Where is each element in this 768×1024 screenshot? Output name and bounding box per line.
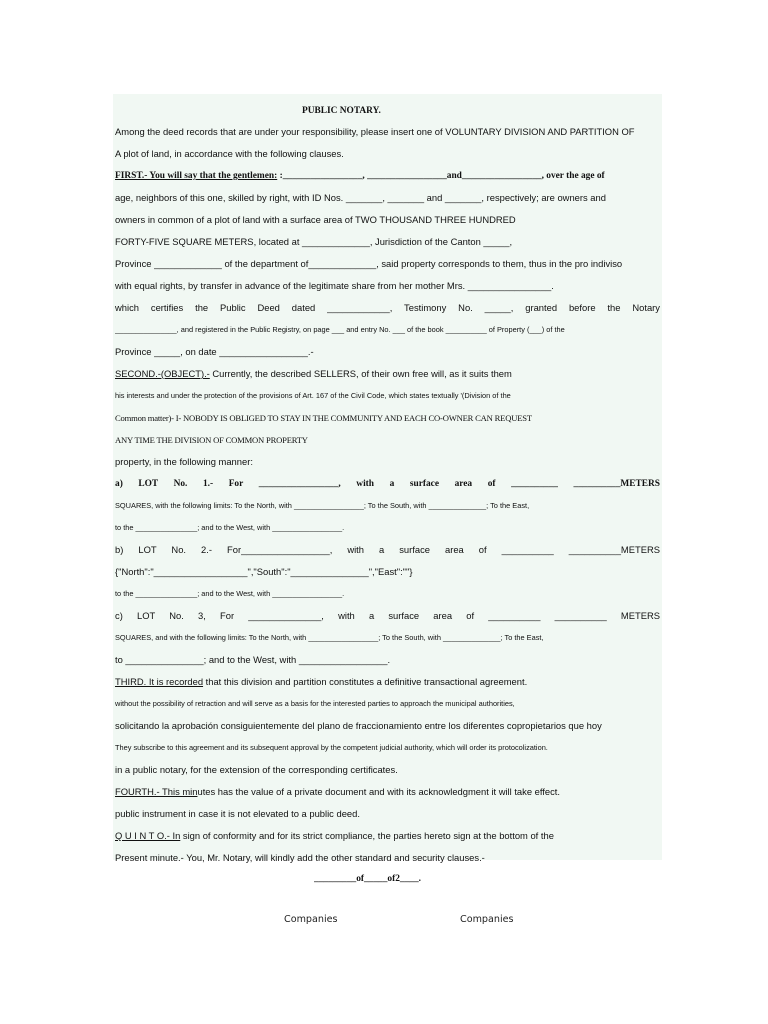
paragraph-line: to _______________; and to the West, with _________________.	[115, 654, 391, 665]
clause-second-text: Currently, the described SELLERS, of their own free will, as it suits them	[209, 368, 512, 379]
clause-fourth-line	[115, 786, 660, 798]
paragraph-line: his interests and under the protection of the provisions of Art. 167 of the Civil Code, which states textually '(Division of the	[115, 391, 511, 400]
paragraph-line: Present minute.- You, Mr. Notary, will kindly add the other standard and security clauses.-	[115, 852, 485, 863]
clause-first-text: :_________________, _________________and_________________, over the age of	[277, 171, 605, 181]
paragraph-line: without the possibility of retraction and will serve as a basis for the interested parties to approach the municipal authorities,	[115, 699, 515, 708]
paragraph-line: which certifies the Public Deed dated ____________, Testimony No. _____, granted before the Notary	[115, 302, 660, 313]
clause-second-line	[115, 368, 660, 380]
clause-fifth-heading: Q U I N T O.- In	[115, 830, 181, 841]
paragraph-line: Province _____, on date _________________.-	[115, 346, 314, 357]
paragraph-line: Common matter)- I- NOBODY IS OBLIGED TO STAY IN THE COMMUNITY AND EACH CO-OWNER CAN REQUEST	[115, 413, 532, 423]
paragraph-line: ANY TIME THE DIVISION OF COMMON PROPERTY	[115, 435, 308, 445]
clause-third-line	[115, 676, 660, 688]
paragraph-line: solicitando la aprobación consiguientemente del plano de fraccionamiento entre los diferentes copropietarios que hoy	[115, 720, 602, 731]
paragraph-line: A plot of land, in accordance with the following clauses.	[115, 148, 344, 159]
page-counter: _________of_____of2____.	[314, 874, 422, 884]
clause-fifth-line	[115, 830, 660, 842]
clause-first-line	[115, 170, 660, 182]
paragraph-line: property, in the following manner:	[115, 456, 253, 467]
paragraph-line: Among the deed records that are under your responsibility, please insert one of VOLUNTARY DIVISION AND PARTITION OF	[115, 126, 635, 137]
signature-right-label: Companies	[460, 914, 514, 925]
clause-fourth-text: utes has the value of a private document and with its acknowledgment it will take effect.	[197, 786, 561, 797]
lot-2-limits: {"North":"__________________","South":"_______________","East":""}	[115, 566, 413, 577]
document-title: PUBLIC NOTARY.	[302, 106, 381, 116]
paragraph-line: SQUARES, and with the following limits: To the North, with _________________; To the South, with ______________; To the East,	[115, 633, 544, 642]
clause-third-heading: THIRD. It is recorded	[115, 676, 204, 687]
paragraph-line: owners in common of a plot of land with a surface area of TWO THOUSAND THREE HUNDRED	[115, 214, 516, 225]
paragraph-line: public instrument in case it is not elevated to a public deed.	[115, 808, 360, 819]
clause-fifth-text: sign of conformity and for its strict compliance, the parties hereto sign at the bottom of the	[180, 830, 554, 841]
paragraph-line: with equal rights, by transfer in advance of the legitimate share from her mother Mrs. ________________.	[115, 280, 554, 291]
paragraph-line: Province _____________ of the department of_____________, said property corresponds to them, thus in the pro indiviso	[115, 258, 623, 269]
clause-first-heading: FIRST.- You will say that the gentlemen:	[115, 171, 278, 181]
paragraph-line: _______________, and registered in the Public Registry, on page ___ and entry No. ___ of the book __________ of Property (___) of the	[115, 325, 565, 334]
clause-fourth-heading: FOURTH.- This min	[115, 786, 198, 797]
lot-3-line: c) LOT No. 3, For ______________, with a surface area of __________ __________ METERS	[115, 610, 660, 621]
paragraph-line: SQUARES, with the following limits: To the North, with _________________; To the South, with ______________; To the East,	[115, 501, 530, 510]
paragraph-line: They subscribe to this agreement and its subsequent approval by the competent judicial authority, which will order its protocolization.	[115, 743, 548, 752]
lot-2-line: b) LOT No. 2.- For_________________, with a surface area of __________ __________METERS	[115, 544, 660, 555]
clause-third-text: that this division and partition constitutes a definitive transactional agreement.	[203, 676, 528, 687]
paragraph-line: FORTY-FIVE SQUARE METERS, located at _____________, Jurisdiction of the Canton _____,	[115, 236, 513, 247]
paragraph-line: in a public notary, for the extension of the corresponding certificates.	[115, 764, 398, 775]
signature-left-label: Companies	[284, 914, 338, 925]
paragraph-line: age, neighbors of this one, skilled by right, with ID Nos. _______, _______ and _______, respectively; are owners and	[115, 192, 606, 203]
paragraph-line: to the _______________; and to the West, with _________________.	[115, 589, 345, 598]
clause-second-heading: SECOND.-(OBJECT).-	[115, 368, 210, 379]
lot-1-line: a) LOT No. 1.- For _________________, with a surface area of __________ __________METERS	[115, 479, 660, 489]
paragraph-line: to the _______________; and to the West, with _________________.	[115, 523, 345, 532]
